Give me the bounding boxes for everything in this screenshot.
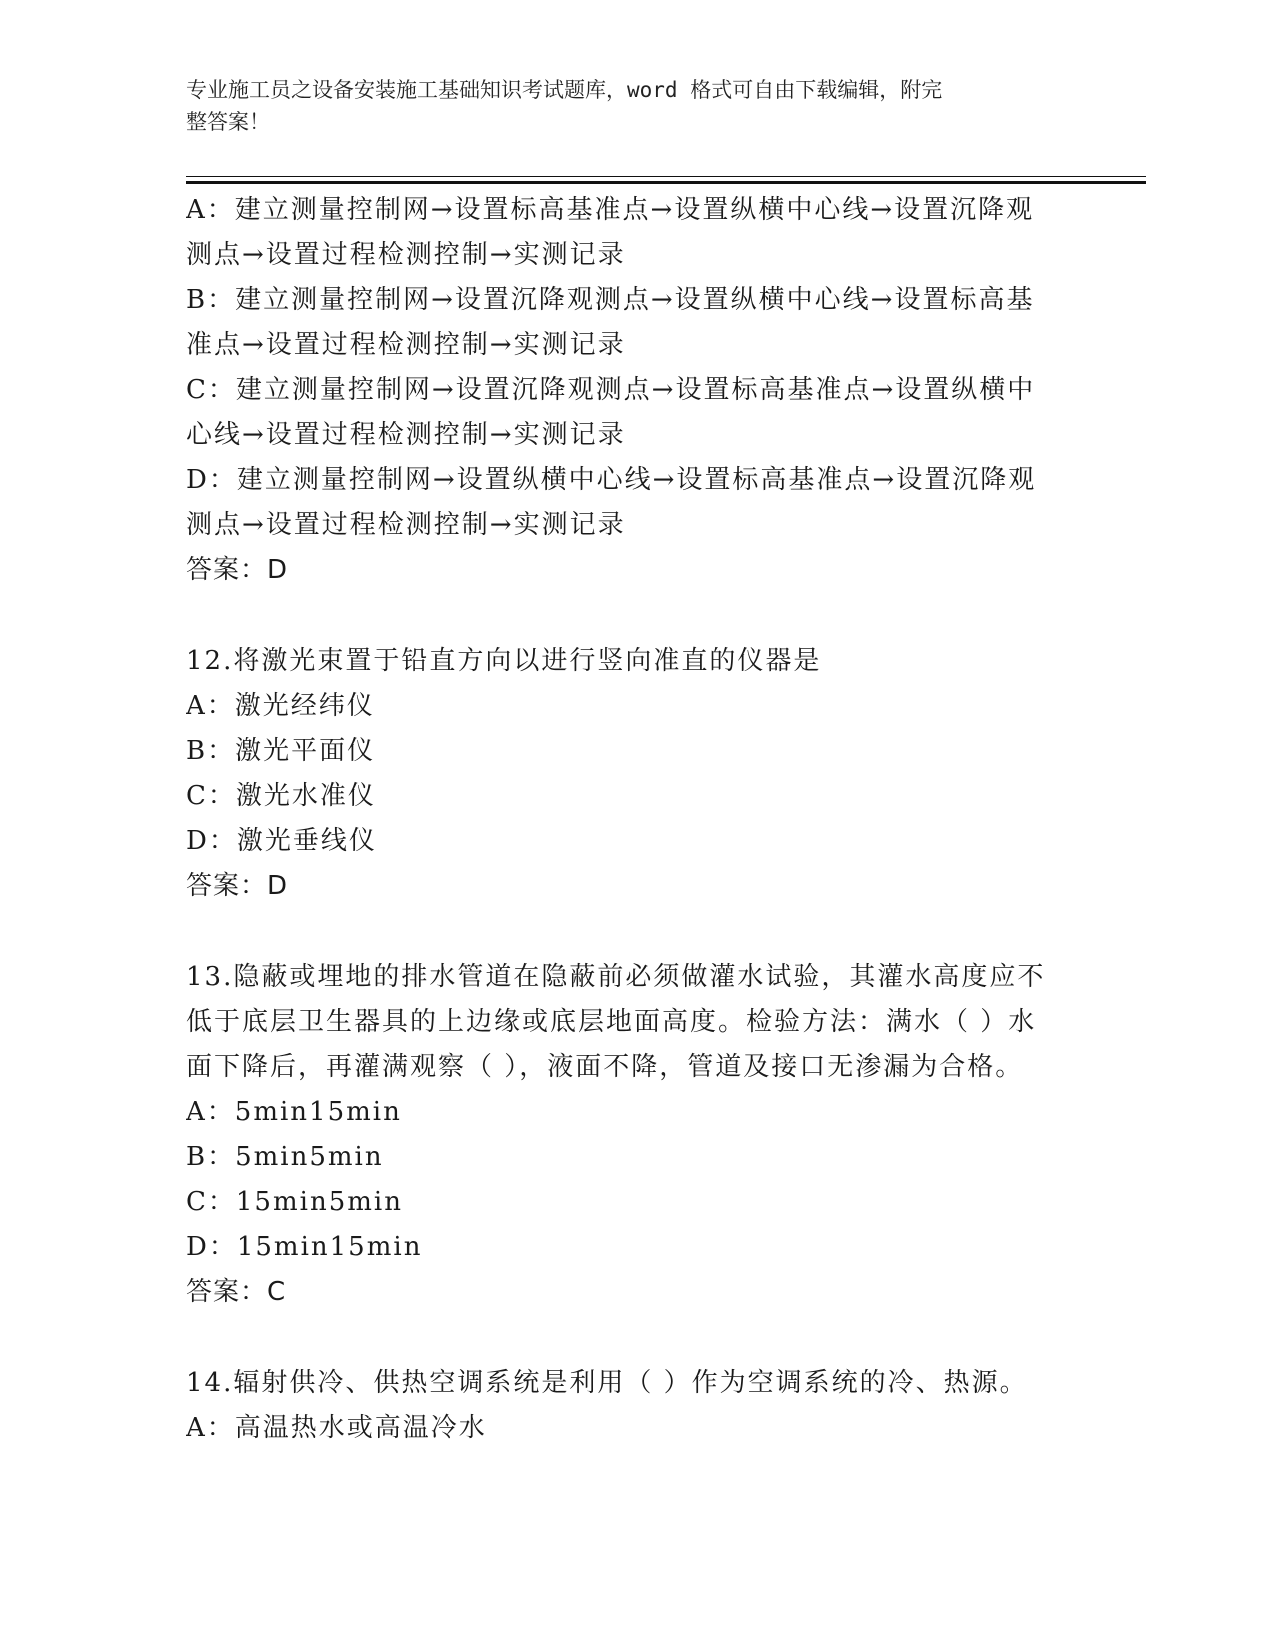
- header-line-2: 整答案！: [186, 110, 270, 134]
- q13-option-c: C：15min5min: [186, 1187, 403, 1217]
- q12-option-a: A：激光经纬仪: [186, 691, 375, 721]
- header-divider-thick: [186, 181, 1146, 184]
- q11-option-c-line-1: C：建立测量控制网→设置沉降观测点→设置标高基准点→设置纵横中: [186, 375, 1036, 405]
- question-content: [186, 188, 1086, 1451]
- q11-option-c-line-2: 心线→设置过程检测控制→实测记录: [186, 420, 626, 450]
- q13-option-d: D：15min15min: [186, 1232, 423, 1262]
- document-header: [186, 74, 1066, 138]
- header-line-1: 专业施工员之设备安装施工基础知识考试题库，word 格式可自由下载编辑，附完: [186, 78, 943, 102]
- q13-option-b: B：5min5min: [186, 1142, 384, 1172]
- q11-option-a-line-2: 测点→设置过程检测控制→实测记录: [186, 240, 626, 270]
- q11-option-d-line-1: D：建立测量控制网→设置纵横中心线→设置标高基准点→设置沉降观: [186, 465, 1037, 495]
- q13-answer: 答案：C: [186, 1277, 287, 1307]
- question-11: [186, 188, 1086, 593]
- header-divider-thin: [186, 176, 1146, 177]
- q13-stem-line-3: 面下降后，再灌满观察（ ），液面不降，管道及接口无渗漏为合格。: [186, 1052, 1024, 1082]
- question-14: [186, 1361, 1086, 1451]
- q11-answer: 答案：D: [186, 555, 289, 585]
- q12-option-c: C：激光水准仪: [186, 781, 376, 811]
- q11-option-b-line-1: B：建立测量控制网→设置沉降观测点→设置纵横中心线→设置标高基: [186, 285, 1035, 315]
- q12-stem: 12.将激光束置于铅直方向以进行竖向准直的仪器是: [186, 646, 822, 676]
- q13-option-a: A：5min15min: [186, 1097, 402, 1127]
- q14-stem: 14.辐射供冷、供热空调系统是利用（ ）作为空调系统的冷、热源。: [186, 1368, 1028, 1398]
- q14-option-a: A：高温热水或高温冷水: [186, 1413, 487, 1443]
- q11-option-d-line-2: 测点→设置过程检测控制→实测记录: [186, 510, 626, 540]
- q11-option-b-line-2: 准点→设置过程检测控制→实测记录: [186, 330, 626, 360]
- question-12: [186, 639, 1086, 909]
- q13-stem-line-2: 低于底层卫生器具的上边缘或底层地面高度。检验方法：满水（ ）水: [186, 1007, 1037, 1037]
- q13-stem-line-1: 13.隐蔽或埋地的排水管道在隐蔽前必须做灌水试验，其灌水高度应不: [186, 962, 1046, 992]
- q12-option-d: D：激光垂线仪: [186, 826, 377, 856]
- q12-option-b: B：激光平面仪: [186, 736, 376, 766]
- q12-answer: 答案：D: [186, 871, 289, 901]
- question-13: [186, 955, 1086, 1315]
- q11-option-a-line-1: A：建立测量控制网→设置标高基准点→设置纵横中心线→设置沉降观: [186, 195, 1035, 225]
